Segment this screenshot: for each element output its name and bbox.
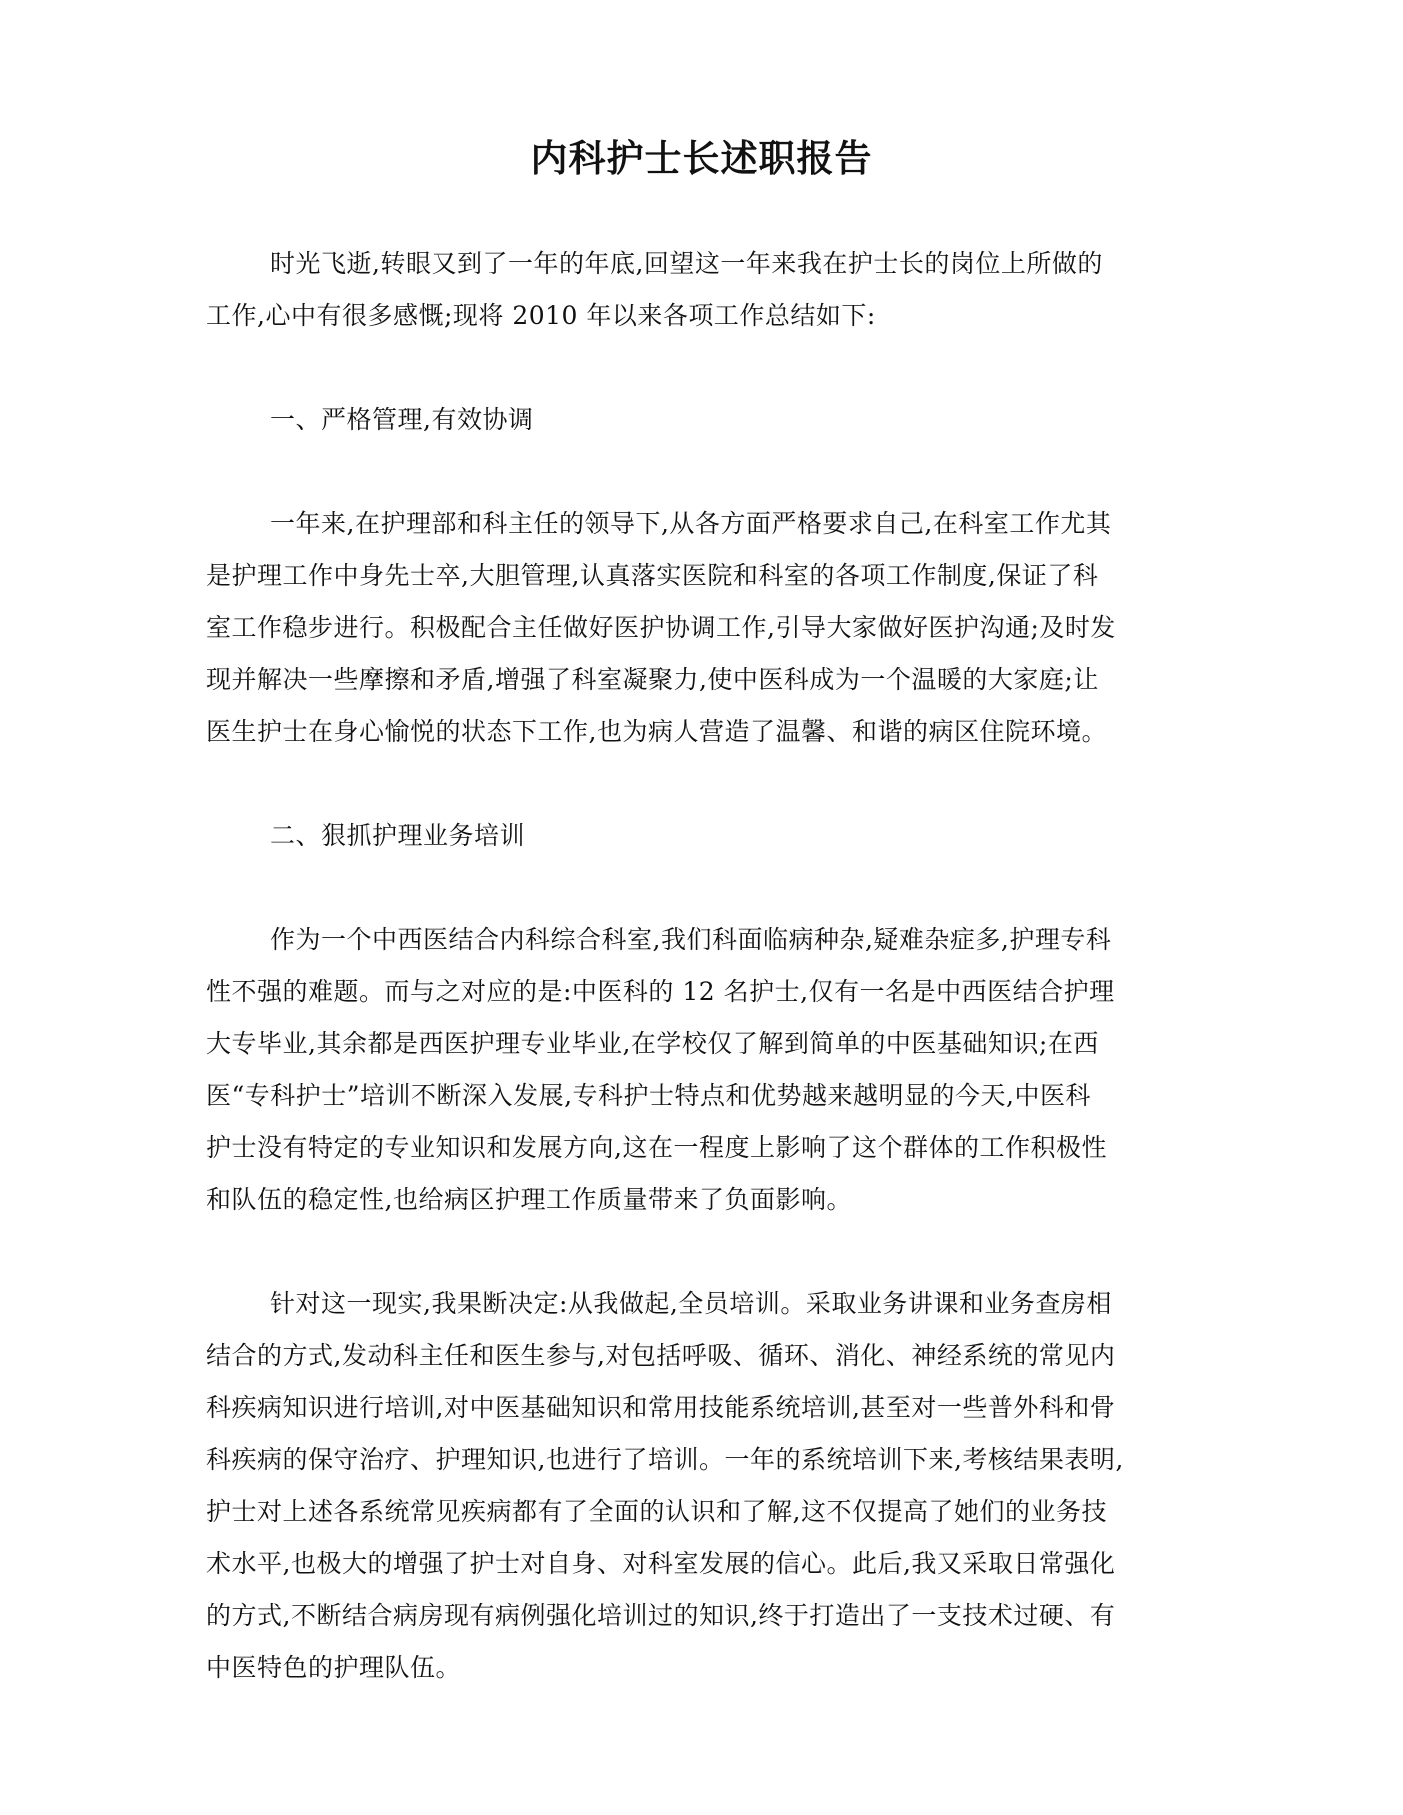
paragraph-line: 大专毕业,其余都是西医护理专业毕业,在学校仅了解到简单的中医基础知识;在西 <box>206 1029 1099 1058</box>
paragraph-line: 性不强的难题。而与之对应的是:中医科的 12 名护士,仅有一名是中西医结合护理 <box>206 977 1115 1006</box>
paragraph-line: 科疾病知识进行培训,对中医基础知识和常用技能系统培训,甚至对一些普外科和骨 <box>206 1393 1116 1422</box>
paragraph-training-actions <box>206 1278 1186 1694</box>
paragraph-line: 医生护士在身心愉悦的状态下工作,也为病人营造了温馨、和谐的病区住院环境。 <box>206 717 1107 746</box>
section-heading-text: 二、狠抓护理业务培训 <box>270 821 526 850</box>
paragraph-line: 时光飞逝,转眼又到了一年的年底,回望这一年来我在护士长的岗位上所做的 <box>270 249 1103 278</box>
paragraph-intro <box>206 238 1186 342</box>
section-heading-text: 一、严格管理,有效协调 <box>270 405 534 434</box>
paragraph-line: 的方式,不断结合病房现有病例强化培训过的知识,终于打造出了一支技术过硬、有 <box>206 1601 1116 1630</box>
paragraph-management <box>206 498 1186 758</box>
paragraph-line: 结合的方式,发动科主任和医生参与,对包括呼吸、循环、消化、神经系统的常见内 <box>206 1341 1116 1370</box>
paragraph-line: 科疾病的保守治疗、护理知识,也进行了培训。一年的系统培训下来,考核结果表明, <box>206 1445 1124 1474</box>
paragraph-training-background <box>206 914 1186 1226</box>
paragraph-line: 作为一个中西医结合内科综合科室,我们科面临病种杂,疑难杂症多,护理专科 <box>270 925 1112 954</box>
paragraph-line: 护士没有特定的专业知识和发展方向,这在一程度上影响了这个群体的工作积极性 <box>206 1133 1107 1162</box>
section-heading-2 <box>206 810 1186 862</box>
paragraph-line: 针对这一现实,我果断决定:从我做起,全员培训。采取业务讲课和业务查房相 <box>270 1289 1112 1318</box>
document-title: 内科护士长述职报告 <box>530 136 873 180</box>
document-body <box>206 238 1186 1746</box>
paragraph-line: 室工作稳步进行。积极配合主任做好医护协调工作,引导大家做好医护沟通;及时发 <box>206 613 1116 642</box>
paragraph-line: 一年来,在护理部和科主任的领导下,从各方面严格要求自己,在科室工作尤其 <box>270 509 1112 538</box>
section-heading-1 <box>206 394 1186 446</box>
paragraph-line: 中医特色的护理队伍。 <box>206 1653 462 1682</box>
paragraph-line: 术水平,也极大的增强了护士对自身、对科室发展的信心。此后,我又采取日常强化 <box>206 1549 1116 1578</box>
paragraph-line: 医“专科护士”培训不断深入发展,专科护士特点和优势越来越明显的今天,中医科 <box>206 1081 1091 1110</box>
paragraph-line: 是护理工作中身先士卒,大胆管理,认真落实医院和科室的各项工作制度,保证了科 <box>206 561 1099 590</box>
paragraph-line: 护士对上述各系统常见疾病都有了全面的认识和了解,这不仅提高了她们的业务技 <box>206 1497 1107 1526</box>
paragraph-line: 工作,心中有很多感慨;现将 2010 年以来各项工作总结如下: <box>206 301 876 330</box>
paragraph-line: 和队伍的稳定性,也给病区护理工作质量带来了负面影响。 <box>206 1185 852 1214</box>
paragraph-line: 现并解决一些摩擦和矛盾,增强了科室凝聚力,使中医科成为一个温暖的大家庭;让 <box>206 665 1099 694</box>
